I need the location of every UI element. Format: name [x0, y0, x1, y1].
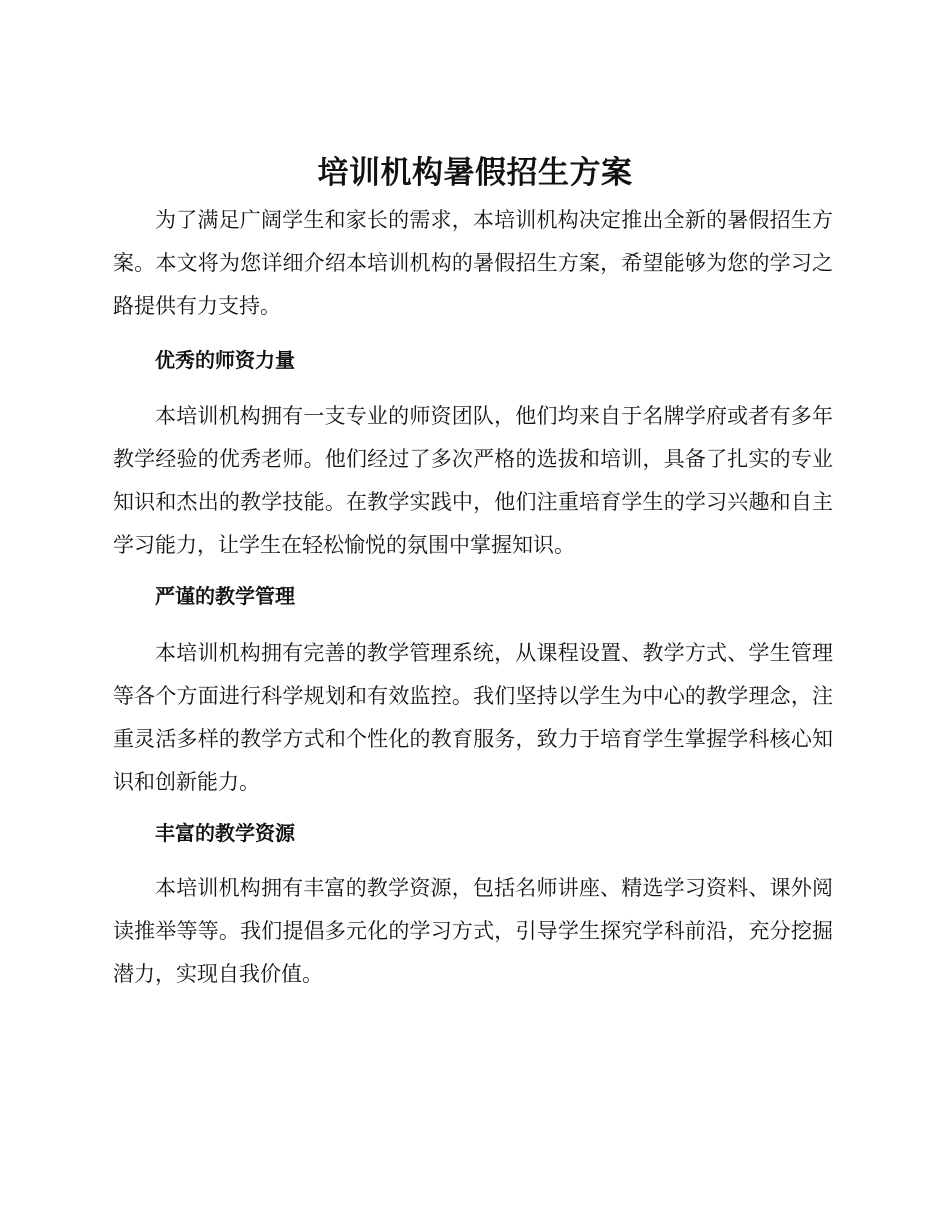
- section-heading-management: 严谨的教学管理: [155, 584, 295, 608]
- section-body-resources: 本培训机构拥有丰富的教学资源，包括名师讲座、精选学习资料、课外阅读推举等等。我们提倡多元化的学习方式，引导学生探究学科前沿，充分挖掘潜力，实现自我价值。: [113, 876, 833, 986]
- page-title: 培训机构暑假招生方案: [317, 155, 633, 191]
- section-body-teachers: 本培训机构拥有一支专业的师资团队，他们均来自于名牌学府或者有多年教学经验的优秀老师。他们经过了多次严格的选拔和培训，具备了扎实的专业知识和杰出的教学技能。在教学实践中，他们注重培育学生的学习兴趣和自主学习能力，让学生在轻松愉悦的氛围中掌握知识。: [113, 404, 833, 557]
- section-body-management: 本培训机构拥有完善的教学管理系统，从课程设置、教学方式、学生管理等各个方面进行科学规划和有效监控。我们坚持以学生为中心的教学理念，注重灵活多样的教学方式和个性化的教育服务，致力于培育学生掌握学科核心知识和创新能力。: [113, 641, 833, 794]
- section-heading-teachers: 优秀的师资力量: [155, 348, 295, 372]
- section-heading-resources: 丰富的教学资源: [155, 821, 295, 845]
- intro-paragraph: 为了满足广阔学生和家长的需求，本培训机构决定推出全新的暑假招生方案。本文将为您详细介绍本培训机构的暑假招生方案，希望能够为您的学习之路提供有力支持。: [113, 208, 833, 318]
